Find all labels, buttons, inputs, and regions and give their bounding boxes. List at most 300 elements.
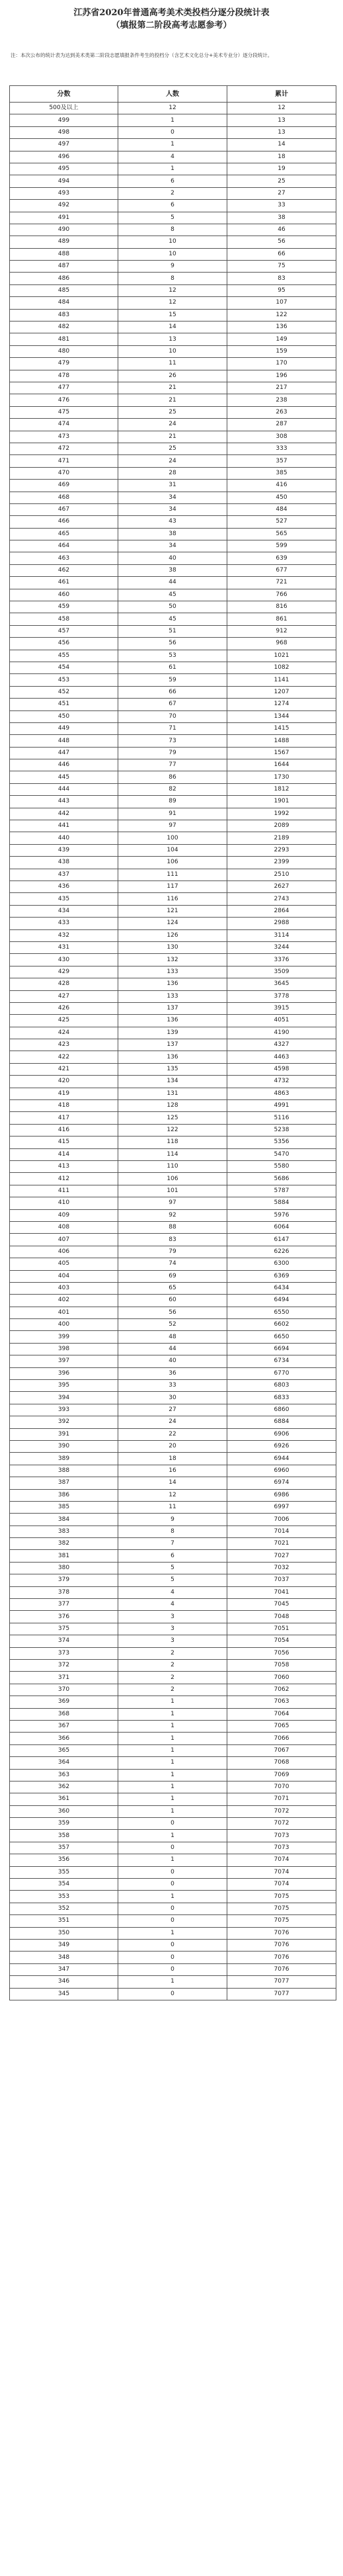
- cell-count: 44: [118, 577, 227, 589]
- cell-count: 40: [118, 1355, 227, 1367]
- cell-score: 349: [10, 1939, 118, 1951]
- cell-score: 348: [10, 1952, 118, 1963]
- cell-count: 1: [118, 1708, 227, 1720]
- cell-score: 483: [10, 309, 118, 321]
- table-row: [10, 722, 336, 734]
- table-row: [10, 613, 336, 625]
- cell-cumulative: 33: [227, 200, 336, 212]
- cell-cumulative: 6974: [227, 1477, 336, 1489]
- cell-cumulative: 13: [227, 126, 336, 138]
- cell-cumulative: 159: [227, 345, 336, 357]
- cell-count: 10: [118, 345, 227, 357]
- cell-score: 485: [10, 284, 118, 296]
- table-row: [10, 1952, 336, 1963]
- cell-count: 24: [118, 455, 227, 467]
- cell-score: 461: [10, 577, 118, 589]
- cell-cumulative: 3244: [227, 941, 336, 953]
- cell-score: 346: [10, 1976, 118, 1988]
- cell-count: 43: [118, 516, 227, 528]
- cell-cumulative: 7075: [227, 1915, 336, 1927]
- cell-score: 405: [10, 1258, 118, 1270]
- table-row: [10, 1514, 336, 1525]
- cell-cumulative: 287: [227, 419, 336, 431]
- table-row: [10, 163, 336, 175]
- cell-cumulative: 7074: [227, 1854, 336, 1866]
- cell-count: 134: [118, 1076, 227, 1088]
- table-row: [10, 455, 336, 467]
- table-row: [10, 1392, 336, 1404]
- cell-score: 373: [10, 1647, 118, 1659]
- cell-score: 438: [10, 857, 118, 869]
- cell-cumulative: 75: [227, 261, 336, 273]
- cell-count: 136: [118, 1051, 227, 1063]
- cell-count: 86: [118, 771, 227, 783]
- cell-cumulative: 1567: [227, 747, 336, 759]
- cell-cumulative: 7072: [227, 1805, 336, 1817]
- cell-score: 422: [10, 1051, 118, 1063]
- cell-count: 1: [118, 1696, 227, 1708]
- cell-cumulative: 6833: [227, 1392, 336, 1404]
- cell-score: 432: [10, 929, 118, 941]
- cell-score: 414: [10, 1148, 118, 1160]
- cell-score: 462: [10, 564, 118, 576]
- cell-count: 27: [118, 1404, 227, 1416]
- cell-count: 10: [118, 236, 227, 248]
- cell-score: 460: [10, 589, 118, 601]
- table-row: [10, 273, 336, 284]
- cell-count: 15: [118, 309, 227, 321]
- table-row: [10, 1744, 336, 1756]
- cell-count: 4: [118, 151, 227, 163]
- cell-score: 433: [10, 918, 118, 929]
- cell-cumulative: 2399: [227, 857, 336, 869]
- cell-score: 449: [10, 722, 118, 734]
- cell-count: 133: [118, 990, 227, 1002]
- cell-count: 1: [118, 1744, 227, 1756]
- cell-count: 3: [118, 1635, 227, 1647]
- table-row: [10, 808, 336, 820]
- cell-score: 375: [10, 1623, 118, 1635]
- cell-score: 353: [10, 1891, 118, 1903]
- table-row: [10, 1976, 336, 1988]
- table-row: [10, 1525, 336, 1537]
- table-row: [10, 552, 336, 564]
- cell-count: 16: [118, 1465, 227, 1477]
- cell-score: 442: [10, 808, 118, 820]
- cell-score: 437: [10, 869, 118, 880]
- cell-count: 110: [118, 1160, 227, 1172]
- cell-score: 365: [10, 1744, 118, 1756]
- cell-cumulative: 3778: [227, 990, 336, 1002]
- table-row: [10, 832, 336, 844]
- table-row: [10, 783, 336, 795]
- cell-score: 416: [10, 1124, 118, 1136]
- cell-score: 470: [10, 467, 118, 479]
- table-row: [10, 699, 336, 710]
- cell-count: 38: [118, 564, 227, 576]
- cell-count: 116: [118, 893, 227, 905]
- cell-score: 496: [10, 151, 118, 163]
- cell-count: 106: [118, 857, 227, 869]
- cell-count: 131: [118, 1088, 227, 1099]
- cell-cumulative: 6694: [227, 1343, 336, 1355]
- table-row: [10, 1879, 336, 1891]
- table-row: [10, 1550, 336, 1562]
- cell-cumulative: 6369: [227, 1270, 336, 1282]
- cell-score: 439: [10, 844, 118, 856]
- page-title: 江苏省2020年普通高考美术类投档分逐分段统计表: [73, 8, 270, 18]
- cell-cumulative: 6650: [227, 1331, 336, 1343]
- cell-score: 413: [10, 1160, 118, 1172]
- table-row: [10, 1903, 336, 1914]
- cell-score: 407: [10, 1234, 118, 1246]
- table-row: [10, 820, 336, 832]
- cell-score: 427: [10, 990, 118, 1002]
- cell-cumulative: 196: [227, 370, 336, 382]
- cell-score: 465: [10, 528, 118, 540]
- cell-cumulative: 46: [227, 224, 336, 236]
- cell-cumulative: 4863: [227, 1088, 336, 1099]
- cell-count: 0: [118, 1963, 227, 1975]
- cell-count: 9: [118, 1514, 227, 1525]
- table-row: [10, 881, 336, 893]
- cell-score: 402: [10, 1295, 118, 1307]
- cell-cumulative: 1021: [227, 650, 336, 662]
- cell-count: 12: [118, 284, 227, 296]
- table-row: [10, 1440, 336, 1452]
- cell-count: 10: [118, 248, 227, 260]
- cell-count: 139: [118, 1027, 227, 1039]
- page-title-block: [0, 7, 343, 32]
- cell-cumulative: 7073: [227, 1830, 336, 1842]
- page-subtitle: （填报第二阶段高考志愿参考）: [111, 21, 232, 30]
- cell-count: 1: [118, 1830, 227, 1842]
- cell-cumulative: 6550: [227, 1307, 336, 1318]
- cell-score: 404: [10, 1270, 118, 1282]
- table-row: [10, 1586, 336, 1598]
- cell-cumulative: 238: [227, 394, 336, 406]
- cell-cumulative: 1488: [227, 735, 336, 747]
- cell-count: 20: [118, 1440, 227, 1452]
- cell-count: 5: [118, 1562, 227, 1574]
- cell-score: 445: [10, 771, 118, 783]
- cell-score: 489: [10, 236, 118, 248]
- cell-cumulative: 6860: [227, 1404, 336, 1416]
- cell-cumulative: 5356: [227, 1137, 336, 1148]
- cell-count: 0: [118, 1842, 227, 1854]
- cell-score: 497: [10, 139, 118, 151]
- cell-score: 384: [10, 1514, 118, 1525]
- cell-score: 430: [10, 954, 118, 966]
- table-row: [10, 1574, 336, 1586]
- table-row: [10, 577, 336, 589]
- cell-score: 352: [10, 1903, 118, 1914]
- cell-score: 467: [10, 503, 118, 515]
- cell-cumulative: 416: [227, 480, 336, 492]
- cell-count: 7: [118, 1538, 227, 1550]
- cell-cumulative: 7076: [227, 1927, 336, 1939]
- cell-cumulative: 2089: [227, 820, 336, 832]
- cell-cumulative: 766: [227, 589, 336, 601]
- cell-cumulative: 6926: [227, 1440, 336, 1452]
- cell-score: 408: [10, 1221, 118, 1233]
- cell-score: 412: [10, 1173, 118, 1185]
- cell-score: 484: [10, 297, 118, 309]
- cell-score: 392: [10, 1416, 118, 1428]
- cell-score: 347: [10, 1963, 118, 1975]
- table-row: [10, 284, 336, 296]
- cell-cumulative: 1415: [227, 722, 336, 734]
- cell-score: 386: [10, 1489, 118, 1501]
- cell-cumulative: 217: [227, 382, 336, 394]
- cell-score: 380: [10, 1562, 118, 1574]
- table-row: [10, 1501, 336, 1513]
- cell-cumulative: 3114: [227, 929, 336, 941]
- cell-score: 490: [10, 224, 118, 236]
- cell-count: 117: [118, 881, 227, 893]
- cell-count: 104: [118, 844, 227, 856]
- cell-cumulative: 308: [227, 431, 336, 443]
- cell-count: 1: [118, 1733, 227, 1744]
- table-row: [10, 1647, 336, 1659]
- cell-count: 26: [118, 370, 227, 382]
- cell-score: 385: [10, 1501, 118, 1513]
- cell-score: 481: [10, 333, 118, 345]
- table-row: [10, 1307, 336, 1318]
- cell-count: 34: [118, 540, 227, 552]
- cell-score: 372: [10, 1660, 118, 1672]
- cell-score: 354: [10, 1879, 118, 1891]
- cell-count: 53: [118, 650, 227, 662]
- cell-count: 136: [118, 978, 227, 990]
- cell-count: 91: [118, 808, 227, 820]
- cell-cumulative: 6602: [227, 1319, 336, 1331]
- cell-count: 133: [118, 966, 227, 978]
- table-row: [10, 200, 336, 212]
- cell-score: 455: [10, 650, 118, 662]
- header-count: 人数: [118, 86, 227, 103]
- table-row: [10, 345, 336, 357]
- cell-score: 494: [10, 175, 118, 187]
- cell-score: 468: [10, 492, 118, 503]
- cell-count: 18: [118, 1453, 227, 1465]
- cell-count: 1: [118, 1793, 227, 1805]
- cell-cumulative: 565: [227, 528, 336, 540]
- cell-cumulative: 7006: [227, 1514, 336, 1525]
- table-row: [10, 564, 336, 576]
- cell-count: 9: [118, 261, 227, 273]
- cell-score: 419: [10, 1088, 118, 1099]
- cell-cumulative: 7051: [227, 1623, 336, 1635]
- table-row: [10, 224, 336, 236]
- table-row: [10, 151, 336, 163]
- cell-score: 444: [10, 783, 118, 795]
- table-row: [10, 686, 336, 698]
- cell-count: 1: [118, 1781, 227, 1793]
- cell-cumulative: 6434: [227, 1282, 336, 1294]
- cell-cumulative: 7070: [227, 1781, 336, 1793]
- table-row: [10, 918, 336, 929]
- cell-count: 111: [118, 869, 227, 880]
- table-row: [10, 1258, 336, 1270]
- cell-count: 59: [118, 674, 227, 686]
- cell-score: 417: [10, 1112, 118, 1124]
- cell-score: 454: [10, 662, 118, 673]
- cell-cumulative: 527: [227, 516, 336, 528]
- cell-count: 132: [118, 954, 227, 966]
- cell-count: 38: [118, 528, 227, 540]
- cell-cumulative: 136: [227, 322, 336, 333]
- table-row: [10, 1331, 336, 1343]
- cell-count: 28: [118, 467, 227, 479]
- table-row: [10, 1137, 336, 1148]
- cell-count: 114: [118, 1148, 227, 1160]
- cell-cumulative: 2864: [227, 905, 336, 917]
- cell-cumulative: 7077: [227, 1976, 336, 1988]
- cell-count: 1: [118, 1854, 227, 1866]
- cell-cumulative: 95: [227, 284, 336, 296]
- cell-score: 424: [10, 1027, 118, 1039]
- cell-count: 1: [118, 1769, 227, 1781]
- table-row: [10, 1270, 336, 1282]
- cell-count: 1: [118, 1757, 227, 1769]
- table-row: [10, 1793, 336, 1805]
- cell-count: 125: [118, 1112, 227, 1124]
- cell-score: 363: [10, 1769, 118, 1781]
- cell-count: 67: [118, 699, 227, 710]
- cell-count: 6: [118, 200, 227, 212]
- table-row: [10, 710, 336, 722]
- cell-cumulative: 6734: [227, 1355, 336, 1367]
- cell-cumulative: 66: [227, 248, 336, 260]
- cell-cumulative: 1730: [227, 771, 336, 783]
- table-row: [10, 1696, 336, 1708]
- cell-score: 351: [10, 1915, 118, 1927]
- cell-cumulative: 1644: [227, 759, 336, 771]
- cell-count: 52: [118, 1319, 227, 1331]
- cell-cumulative: 7054: [227, 1635, 336, 1647]
- cell-score: 396: [10, 1367, 118, 1379]
- cell-score: 436: [10, 881, 118, 893]
- cell-cumulative: 7076: [227, 1963, 336, 1975]
- cell-cumulative: 7065: [227, 1720, 336, 1732]
- cell-score: 498: [10, 126, 118, 138]
- cell-count: 5: [118, 1574, 227, 1586]
- table-row: [10, 1076, 336, 1088]
- cell-score: 401: [10, 1307, 118, 1318]
- table-row: [10, 857, 336, 869]
- cell-cumulative: 7074: [227, 1866, 336, 1878]
- table-row: [10, 893, 336, 905]
- table-row: [10, 236, 336, 248]
- cell-count: 1: [118, 1976, 227, 1988]
- cell-cumulative: 816: [227, 601, 336, 613]
- table-header-row: [10, 86, 336, 103]
- cell-cumulative: 6064: [227, 1221, 336, 1233]
- table-row: [10, 674, 336, 686]
- table-row: [10, 528, 336, 540]
- table-row: [10, 638, 336, 650]
- cell-cumulative: 7060: [227, 1672, 336, 1684]
- cell-score: 395: [10, 1380, 118, 1392]
- cell-count: 88: [118, 1221, 227, 1233]
- cell-cumulative: 677: [227, 564, 336, 576]
- cell-score: 435: [10, 893, 118, 905]
- cell-count: 11: [118, 1501, 227, 1513]
- cell-score: 451: [10, 699, 118, 710]
- cell-score: 469: [10, 480, 118, 492]
- table-row: [10, 1757, 336, 1769]
- cell-count: 21: [118, 431, 227, 443]
- cell-count: 0: [118, 1818, 227, 1830]
- cell-cumulative: 27: [227, 187, 336, 199]
- cell-score: 476: [10, 394, 118, 406]
- cell-cumulative: 6770: [227, 1367, 336, 1379]
- table-row: [10, 248, 336, 260]
- cell-score: 458: [10, 613, 118, 625]
- cell-cumulative: 357: [227, 455, 336, 467]
- table-row: [10, 589, 336, 601]
- table-row: [10, 1112, 336, 1124]
- table-row: [10, 1221, 336, 1233]
- table-row: [10, 1367, 336, 1379]
- cell-score: 371: [10, 1672, 118, 1684]
- table-row: [10, 1416, 336, 1428]
- cell-score: 474: [10, 419, 118, 431]
- table-row: [10, 212, 336, 224]
- table-row: [10, 406, 336, 418]
- table-row: [10, 1295, 336, 1307]
- cell-cumulative: 7014: [227, 1525, 336, 1537]
- cell-cumulative: 18: [227, 151, 336, 163]
- cell-cumulative: 7062: [227, 1684, 336, 1696]
- table-row: [10, 187, 336, 199]
- cell-score: 377: [10, 1599, 118, 1611]
- cell-cumulative: 83: [227, 273, 336, 284]
- cell-score: 388: [10, 1465, 118, 1477]
- cell-cumulative: 385: [227, 467, 336, 479]
- cell-score: 431: [10, 941, 118, 953]
- table-row: [10, 1599, 336, 1611]
- cell-count: 56: [118, 1307, 227, 1318]
- cell-score: 486: [10, 273, 118, 284]
- header-cumulative: 累计: [227, 86, 336, 103]
- table-row: [10, 1465, 336, 1477]
- cell-count: 1: [118, 114, 227, 126]
- cell-cumulative: 1207: [227, 686, 336, 698]
- cell-cumulative: 7069: [227, 1769, 336, 1781]
- table-row: [10, 1684, 336, 1696]
- cell-cumulative: 5580: [227, 1160, 336, 1172]
- cell-cumulative: 4732: [227, 1076, 336, 1088]
- table-row: [10, 1173, 336, 1185]
- cell-count: 12: [118, 297, 227, 309]
- table-row: [10, 1197, 336, 1209]
- table-row: [10, 516, 336, 528]
- cell-cumulative: 107: [227, 297, 336, 309]
- cell-count: 56: [118, 638, 227, 650]
- cell-cumulative: 7032: [227, 1562, 336, 1574]
- cell-score: 364: [10, 1757, 118, 1769]
- table-row: [10, 492, 336, 503]
- cell-score: 370: [10, 1684, 118, 1696]
- cell-cumulative: 2510: [227, 869, 336, 880]
- table-row: [10, 796, 336, 808]
- cell-score: 399: [10, 1331, 118, 1343]
- cell-score: 447: [10, 747, 118, 759]
- cell-score: 446: [10, 759, 118, 771]
- cell-cumulative: 6960: [227, 1465, 336, 1477]
